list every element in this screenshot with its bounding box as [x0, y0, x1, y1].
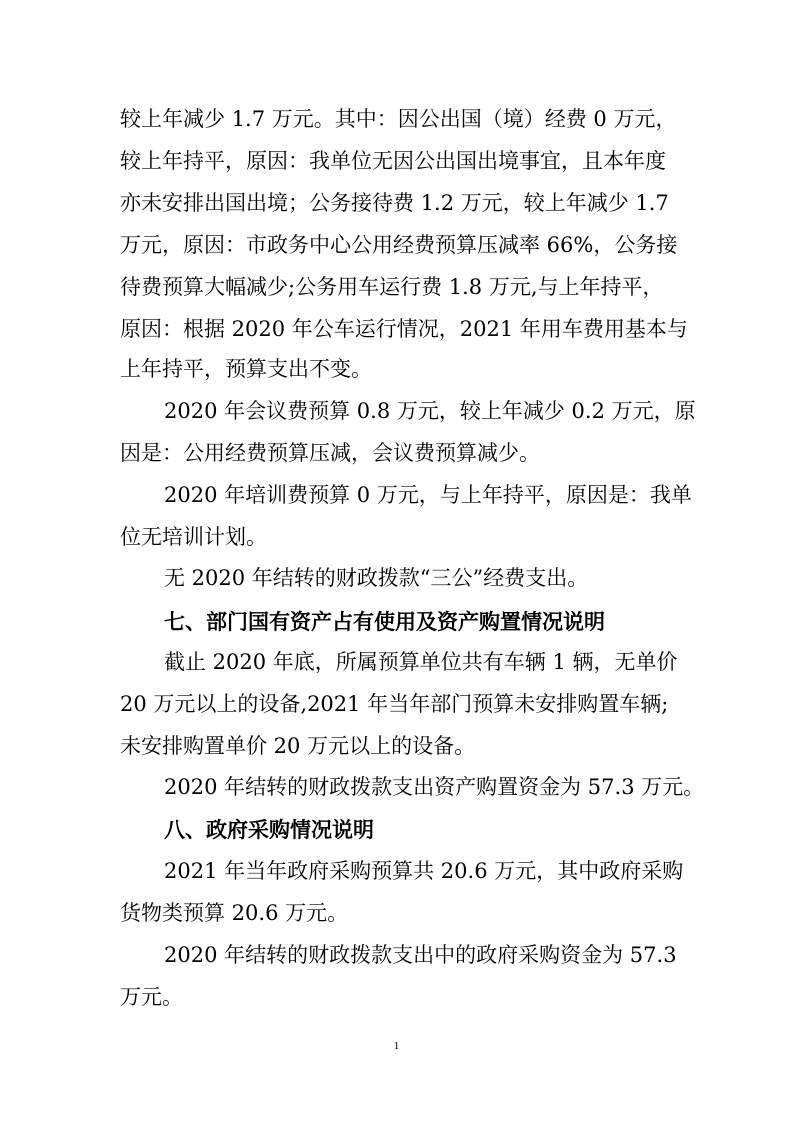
paragraph-line: 因是：公用经费预算压减，会议费预算减少。 [120, 441, 540, 465]
paragraph-line: 截止 2020 年底，所属预算单位共有车辆 1 辆，无单价 [164, 650, 678, 674]
paragraph-line: 待费预算大幅减少;公务用车运行费 1.8 万元,与上年持平， [120, 275, 664, 299]
paragraph-line: 上年持平，预算支出不变。 [120, 357, 372, 381]
paragraph-line: 较上年持平，原因：我单位无因公出国出境事宜，且本年度 [120, 149, 666, 173]
paragraph-line: 无 2020 年结转的财政拨款“三公”经费支出。 [164, 566, 589, 590]
paragraph-line: 2020 年培训费预算 0 万元，与上年持平，原因是：我单 [164, 483, 692, 507]
paragraph-line: 2020 年结转的财政拨款支出资产购置资金为 57.3 万元。 [164, 775, 705, 799]
paragraph-line: 原因：根据 2020 年公车运行情况，2021 年用车费用基本与 [120, 317, 688, 341]
page-number: 1 [393, 1040, 400, 1052]
paragraph-line: 2020 年会议费预算 0.8 万元，较上年减少 0.2 万元，原 [164, 399, 696, 423]
paragraph-line: 万元，原因：市政务中心公用经费预算压减率 66%，公务接 [120, 233, 678, 257]
paragraph-line: 货物类预算 20.6 万元。 [120, 901, 349, 925]
paragraph-line: 2021 年当年政府采购预算共 20.6 万元，其中政府采购 [164, 859, 684, 883]
paragraph-line: 万元。 [120, 985, 183, 1009]
section-heading: 七、部门国有资产占有使用及资产购置情况说明 [164, 609, 605, 634]
paragraph-line: 较上年减少 1.7 万元。其中：因公出国（境）经费 0 万元， [120, 107, 677, 131]
paragraph-line: 未安排购置单价 20 万元以上的设备。 [120, 734, 476, 758]
paragraph-line: 2020 年结转的财政拨款支出中的政府采购资金为 57.3 [164, 943, 677, 967]
paragraph-line: 20 万元以上的设备,2021 年当年部门预算未安排购置车辆; [120, 692, 669, 716]
paragraph-line: 位无培训计划。 [120, 525, 267, 549]
section-heading: 八、政府采购情况说明 [164, 817, 374, 842]
paragraph-line: 亦未安排出国出境；公务接待费 1.2 万元，较上年减少 1.7 [120, 191, 669, 215]
